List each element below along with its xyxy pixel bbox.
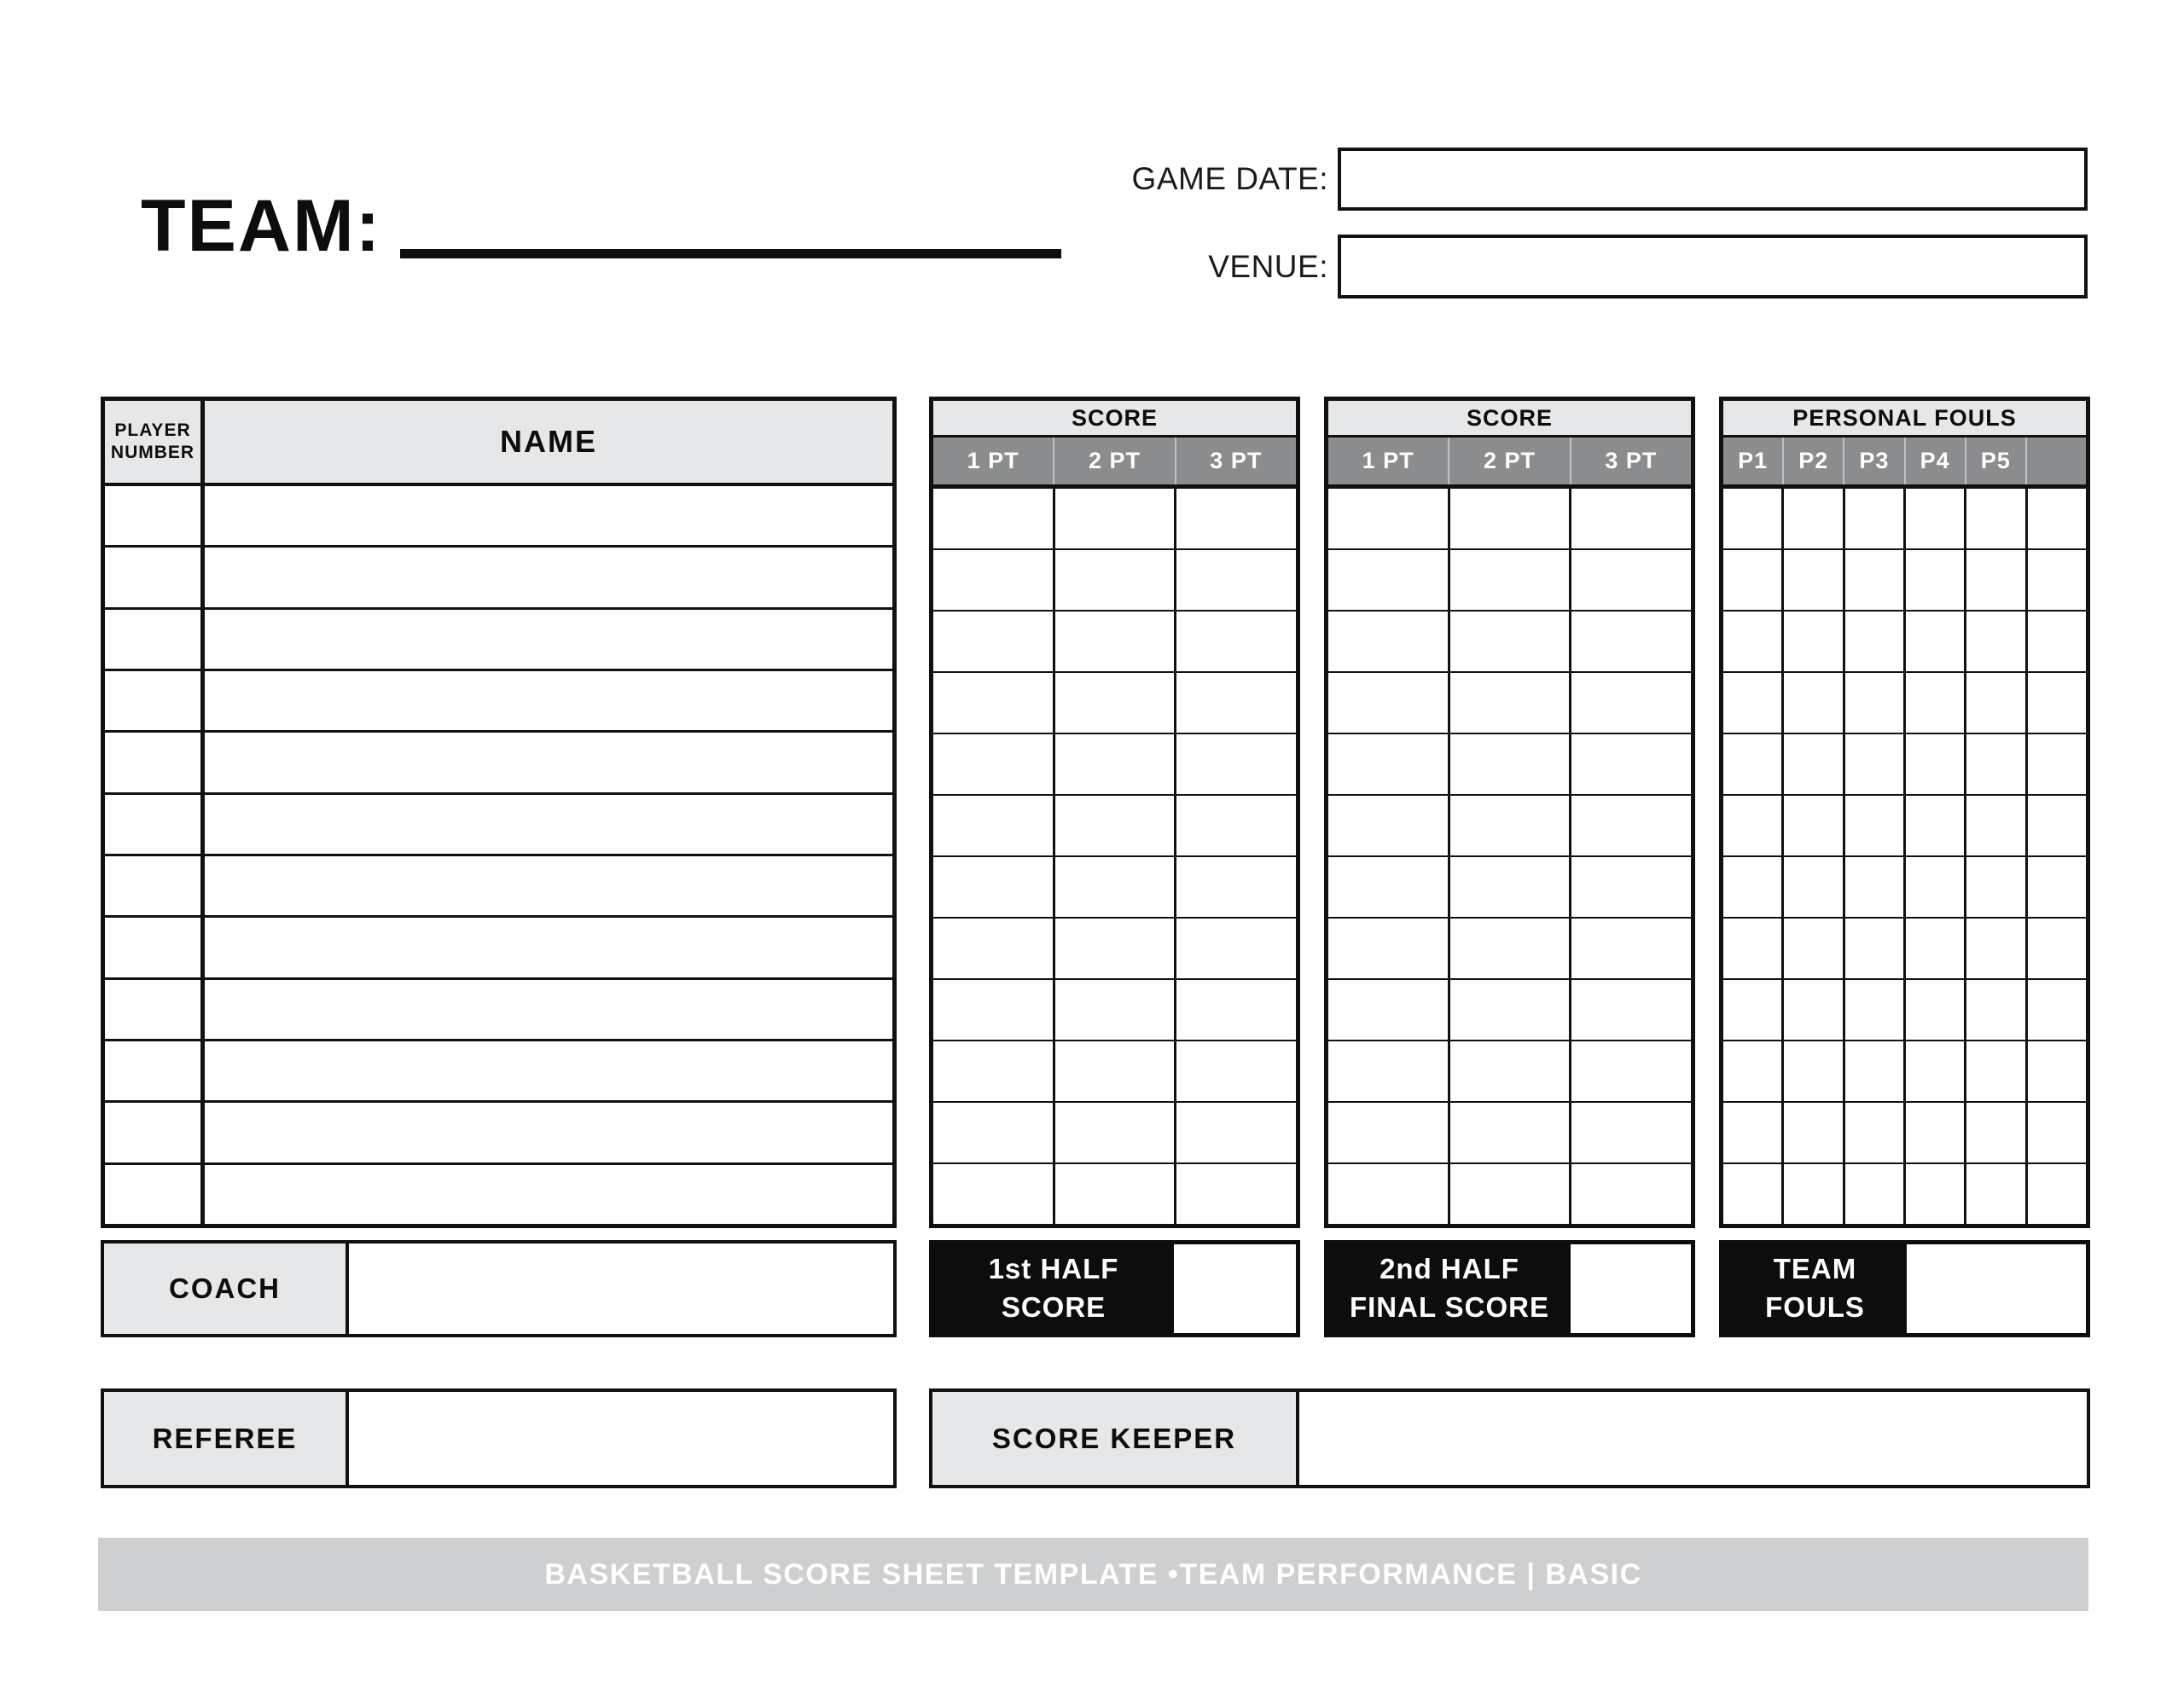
referee-input[interactable] — [349, 1392, 893, 1485]
foul-cell[interactable] — [1723, 673, 1784, 733]
player-name-cell[interactable] — [205, 610, 892, 669]
player-name-cell[interactable] — [205, 486, 892, 545]
foul-cell[interactable] — [1784, 1103, 1844, 1162]
foul-cell[interactable] — [1906, 550, 1966, 610]
first-half-score-input[interactable] — [1174, 1244, 1296, 1333]
score-cell[interactable] — [1450, 489, 1572, 548]
foul-cell[interactable] — [1723, 612, 1784, 671]
score-cell[interactable] — [1450, 980, 1572, 1040]
coach-label: COACH — [104, 1244, 349, 1334]
grid-row — [1723, 794, 2086, 855]
score-cell[interactable] — [933, 1103, 1055, 1162]
foul-cell[interactable] — [1845, 550, 1906, 610]
2-pt-column-header: 2 PT — [1054, 438, 1176, 484]
player-number-cell[interactable] — [105, 486, 205, 545]
score-cell[interactable] — [1328, 673, 1450, 733]
team-fouls-input[interactable] — [1907, 1244, 2086, 1333]
foul-cell[interactable] — [1906, 734, 1966, 794]
coach-input[interactable] — [349, 1244, 893, 1334]
score-cell[interactable] — [1055, 1103, 1177, 1162]
roster-row — [105, 1162, 892, 1224]
first-half-score-label: 1st HALF SCORE — [988, 1253, 1119, 1323]
grid-row — [933, 610, 1296, 671]
score-table-2 — [1324, 397, 1695, 1228]
score-table-2-subheader — [1328, 438, 1691, 489]
grid-row — [1723, 1101, 2086, 1162]
grid-row — [933, 1162, 1296, 1224]
foul-cell[interactable] — [1784, 919, 1844, 978]
player-name-cell[interactable] — [205, 980, 892, 1039]
grid-row — [1328, 671, 1691, 733]
score-cell[interactable] — [1176, 919, 1296, 978]
score-cell[interactable] — [1571, 612, 1691, 671]
grid-row — [1328, 489, 1691, 548]
p4-column-header: P4 — [1906, 438, 1966, 484]
grid-row — [933, 917, 1296, 978]
foul-cell[interactable] — [1723, 734, 1784, 794]
score-cell[interactable] — [933, 980, 1055, 1040]
team-heading — [141, 185, 1061, 267]
blank-column-header — [2027, 438, 2086, 484]
score-cell[interactable] — [1328, 734, 1450, 794]
score-table-1-title: SCORE — [933, 401, 1296, 438]
foul-cell[interactable] — [1906, 673, 1966, 733]
foul-cell[interactable] — [1966, 919, 2027, 978]
score-cell[interactable] — [1571, 980, 1691, 1040]
player-number-cell[interactable] — [105, 610, 205, 669]
3-pt-column-header: 3 PT — [1605, 448, 1658, 473]
foul-cell[interactable] — [2028, 673, 2086, 733]
foul-cell[interactable] — [1906, 1103, 1966, 1162]
foul-cell[interactable] — [2028, 550, 2086, 610]
player-name-cell[interactable] — [205, 548, 892, 606]
score-cell[interactable] — [933, 673, 1055, 733]
game-date-input[interactable] — [1338, 148, 2088, 211]
foul-cell[interactable] — [1784, 857, 1844, 917]
foul-cell[interactable] — [1845, 612, 1906, 671]
foul-cell[interactable] — [1784, 489, 1844, 548]
player-number-cell[interactable] — [105, 733, 205, 791]
score-cell[interactable] — [1328, 1103, 1450, 1162]
player-name-cell[interactable] — [205, 795, 892, 854]
foul-cell[interactable] — [1723, 550, 1784, 610]
score-cell[interactable] — [1328, 857, 1450, 917]
foul-cell[interactable] — [1784, 980, 1844, 1040]
foul-cell[interactable] — [1845, 1103, 1906, 1162]
score-cell[interactable] — [1450, 734, 1572, 794]
score-cell[interactable] — [1571, 1164, 1691, 1224]
score-cell[interactable] — [1176, 980, 1296, 1040]
score-cell[interactable] — [1328, 980, 1450, 1040]
player-name-cell[interactable] — [205, 733, 892, 791]
foul-cell[interactable] — [1906, 857, 1966, 917]
player-name-cell[interactable] — [205, 1165, 892, 1224]
foul-cell[interactable] — [2028, 1103, 2086, 1162]
score-cell[interactable] — [1450, 612, 1572, 671]
score-cell[interactable] — [1450, 1041, 1572, 1101]
foul-cell[interactable] — [1966, 734, 2027, 794]
score-cell[interactable] — [1328, 612, 1450, 671]
score-cell[interactable] — [1328, 550, 1450, 610]
grid-row — [933, 978, 1296, 1040]
grid-row — [1328, 1162, 1691, 1224]
foul-cell[interactable] — [1784, 550, 1844, 610]
foul-cell[interactable] — [1966, 980, 2027, 1040]
foul-cell[interactable] — [1966, 857, 2027, 917]
foul-cell[interactable] — [1845, 919, 1906, 978]
foul-cell[interactable] — [1966, 550, 2027, 610]
grid-row — [1723, 1040, 2086, 1101]
player-name-cell[interactable] — [205, 1041, 892, 1100]
player-number-cell[interactable] — [105, 1103, 205, 1162]
score-cell[interactable] — [1450, 1103, 1572, 1162]
score-keeper-block — [929, 1388, 2090, 1488]
grid-row — [933, 671, 1296, 733]
foul-cell[interactable] — [1906, 796, 1966, 855]
roster-row — [105, 730, 892, 791]
1-pt-column-header: 1 PT — [933, 438, 1054, 484]
grid-row — [1723, 489, 2086, 548]
foul-cell[interactable] — [1784, 1041, 1844, 1101]
score-cell[interactable] — [933, 796, 1055, 855]
referee-label: REFEREE — [104, 1392, 349, 1485]
footer-bar — [98, 1538, 2088, 1611]
foul-cell[interactable] — [1845, 673, 1906, 733]
score-cell[interactable] — [1055, 612, 1177, 671]
3-pt-column-header: 3 PT — [1210, 448, 1263, 473]
foul-cell[interactable] — [1723, 980, 1784, 1040]
foul-cell[interactable] — [1723, 919, 1784, 978]
roster-row — [105, 915, 892, 977]
p3-column-header: P3 — [1844, 438, 1905, 484]
referee-block — [101, 1388, 897, 1488]
grid-row — [1328, 733, 1691, 794]
first-half-score-block — [929, 1240, 1300, 1337]
foul-cell[interactable] — [1906, 980, 1966, 1040]
player-number-header: PLAYER NUMBER — [105, 401, 205, 483]
name-header: NAME — [500, 424, 597, 459]
foul-cell[interactable] — [1723, 1041, 1784, 1101]
foul-cell[interactable] — [1966, 489, 2027, 548]
score-table-1 — [929, 397, 1300, 1228]
score-cell[interactable] — [1176, 489, 1296, 548]
score-cell[interactable] — [1055, 857, 1177, 917]
score-cell[interactable] — [1571, 857, 1691, 917]
score-cell[interactable] — [1055, 489, 1177, 548]
foul-cell[interactable] — [1845, 796, 1906, 855]
foul-cell[interactable] — [2028, 489, 2086, 548]
roster-row — [105, 1100, 892, 1162]
player-number-cell[interactable] — [105, 1041, 205, 1100]
foul-cell[interactable] — [1723, 857, 1784, 917]
score-cell[interactable] — [1055, 734, 1177, 794]
roster-row — [105, 792, 892, 854]
2-pt-column-header: 2 PT — [1449, 438, 1571, 484]
foul-cell[interactable] — [1784, 1164, 1844, 1224]
score-table-1-subheader — [933, 438, 1296, 489]
player-name-cell[interactable] — [205, 671, 892, 730]
foul-cell[interactable] — [1966, 673, 2027, 733]
foul-cell[interactable] — [1906, 1164, 1966, 1224]
score-cell[interactable] — [1176, 673, 1296, 733]
grid-row — [933, 794, 1296, 855]
score-cell[interactable] — [933, 734, 1055, 794]
roster-header-row — [105, 401, 892, 486]
foul-cell[interactable] — [1723, 489, 1784, 548]
player-number-cell[interactable] — [105, 671, 205, 730]
roster-row — [105, 669, 892, 730]
roster-body — [105, 486, 892, 1224]
foul-cell[interactable] — [2028, 1041, 2086, 1101]
foul-cell[interactable] — [1784, 734, 1844, 794]
personal-fouls-body — [1723, 489, 2086, 1224]
player-name-cell[interactable] — [205, 1103, 892, 1162]
score-cell[interactable] — [1450, 550, 1572, 610]
roster-row — [105, 977, 892, 1039]
score-cell[interactable] — [1571, 550, 1691, 610]
grid-row — [1328, 794, 1691, 855]
roster-row — [105, 486, 892, 545]
roster-row — [105, 607, 892, 669]
1-pt-column-header: 1 PT — [1328, 438, 1449, 484]
grid-row — [933, 733, 1296, 794]
team-label: TEAM: — [141, 185, 382, 267]
player-name-cell[interactable] — [205, 918, 892, 977]
personal-fouls-table — [1719, 397, 2090, 1228]
foul-cell[interactable] — [2028, 980, 2086, 1040]
foul-cell[interactable] — [1966, 1103, 2027, 1162]
venue-label: VENUE: — [1208, 248, 1328, 284]
score-table-2-body — [1328, 489, 1691, 1224]
grid-row — [1723, 610, 2086, 671]
foul-cell[interactable] — [2028, 857, 2086, 917]
team-fouls-block — [1719, 1240, 2090, 1337]
score-cell[interactable] — [1571, 1103, 1691, 1162]
score-cell[interactable] — [1176, 796, 1296, 855]
grid-row — [1328, 917, 1691, 978]
grid-row — [1328, 1101, 1691, 1162]
foul-cell[interactable] — [1966, 612, 2027, 671]
player-name-cell[interactable] — [205, 856, 892, 915]
grid-row — [1328, 978, 1691, 1040]
score-cell[interactable] — [1328, 919, 1450, 978]
score-cell[interactable] — [933, 612, 1055, 671]
score-keeper-input[interactable] — [1299, 1392, 2087, 1485]
foul-cell[interactable] — [1784, 796, 1844, 855]
score-cell[interactable] — [1055, 673, 1177, 733]
team-fouls-label: TEAM FOULS — [1765, 1253, 1865, 1323]
foul-cell[interactable] — [1784, 612, 1844, 671]
score-cell[interactable] — [1176, 1164, 1296, 1224]
grid-row — [933, 1040, 1296, 1101]
second-half-final-score-block — [1324, 1240, 1695, 1337]
player-number-cell[interactable] — [105, 980, 205, 1039]
score-cell[interactable] — [1328, 489, 1450, 548]
score-cell[interactable] — [1176, 1041, 1296, 1101]
score-cell[interactable] — [1450, 857, 1572, 917]
foul-cell[interactable] — [1723, 796, 1784, 855]
score-cell[interactable] — [933, 919, 1055, 978]
foul-cell[interactable] — [1845, 1041, 1906, 1101]
foul-cell[interactable] — [1966, 796, 2027, 855]
score-cell[interactable] — [1176, 1103, 1296, 1162]
coach-block — [101, 1240, 897, 1337]
foul-cell[interactable] — [1906, 919, 1966, 978]
game-date-label: GAME DATE: — [1131, 161, 1328, 196]
roster-row — [105, 854, 892, 915]
grid-row — [1723, 1162, 2086, 1224]
second-half-final-score-label: 2nd HALF FINAL SCORE — [1349, 1253, 1550, 1323]
grid-row — [1723, 855, 2086, 917]
foul-cell[interactable] — [1845, 1164, 1906, 1224]
foul-cell[interactable] — [1723, 1103, 1784, 1162]
score-cell[interactable] — [1571, 734, 1691, 794]
roster-row — [105, 1039, 892, 1100]
score-cell[interactable] — [1055, 980, 1177, 1040]
footer-text: BASKETBALL SCORE SHEET TEMPLATE •TEAM PERFORMANCE | BASIC — [544, 1557, 1642, 1591]
roster-table — [101, 397, 897, 1228]
foul-cell[interactable] — [2028, 1164, 2086, 1224]
foul-cell[interactable] — [1723, 1164, 1784, 1224]
player-number-cell[interactable] — [105, 1165, 205, 1224]
foul-cell[interactable] — [2028, 796, 2086, 855]
score-table-2-title: SCORE — [1328, 401, 1691, 438]
foul-cell[interactable] — [1784, 673, 1844, 733]
grid-row — [1328, 1040, 1691, 1101]
score-cell[interactable] — [1450, 1164, 1572, 1224]
score-cell[interactable] — [1450, 919, 1572, 978]
p2-column-header: P2 — [1784, 438, 1844, 484]
player-number-cell[interactable] — [105, 918, 205, 977]
score-cell[interactable] — [933, 489, 1055, 548]
foul-cell[interactable] — [1906, 489, 1966, 548]
score-keeper-label: SCORE KEEPER — [932, 1392, 1299, 1485]
player-number-cell[interactable] — [105, 856, 205, 915]
grid-row — [933, 855, 1296, 917]
p5-column-header: P5 — [1966, 438, 2027, 484]
grid-row — [1723, 671, 2086, 733]
foul-cell[interactable] — [1845, 734, 1906, 794]
score-cell[interactable] — [1055, 1041, 1177, 1101]
personal-fouls-title: PERSONAL FOULS — [1723, 401, 2086, 438]
score-cell[interactable] — [1328, 1041, 1450, 1101]
grid-row — [1723, 917, 2086, 978]
grid-row — [1328, 855, 1691, 917]
foul-cell[interactable] — [1845, 489, 1906, 548]
foul-cell[interactable] — [2028, 612, 2086, 671]
foul-cell[interactable] — [2028, 919, 2086, 978]
foul-cell[interactable] — [1906, 1041, 1966, 1101]
score-cell[interactable] — [1176, 734, 1296, 794]
foul-cell[interactable] — [2028, 734, 2086, 794]
second-half-final-score-input[interactable] — [1571, 1244, 1691, 1333]
player-number-cell[interactable] — [105, 548, 205, 606]
score-cell[interactable] — [1176, 857, 1296, 917]
grid-row — [1723, 733, 2086, 794]
grid-row — [1723, 978, 2086, 1040]
score-cell[interactable] — [933, 550, 1055, 610]
grid-row — [1723, 548, 2086, 610]
venue-input[interactable] — [1338, 235, 2088, 299]
score-cell[interactable] — [1176, 612, 1296, 671]
personal-fouls-subheader — [1723, 438, 2086, 489]
foul-cell[interactable] — [1845, 857, 1906, 917]
score-cell[interactable] — [1328, 796, 1450, 855]
score-cell[interactable] — [1571, 796, 1691, 855]
p1-column-header: P1 — [1723, 438, 1784, 484]
score-cell[interactable] — [1571, 919, 1691, 978]
roster-row — [105, 545, 892, 606]
score-cell[interactable] — [1571, 489, 1691, 548]
score-cell[interactable] — [1571, 1041, 1691, 1101]
score-cell[interactable] — [1176, 550, 1296, 610]
foul-cell[interactable] — [1845, 980, 1906, 1040]
grid-row — [933, 548, 1296, 610]
grid-row — [1328, 548, 1691, 610]
score-cell[interactable] — [1571, 673, 1691, 733]
grid-row — [933, 1101, 1296, 1162]
score-cell[interactable] — [933, 1164, 1055, 1224]
score-table-1-body — [933, 489, 1296, 1224]
score-cell[interactable] — [1055, 919, 1177, 978]
grid-row — [933, 489, 1296, 548]
score-cell[interactable] — [1450, 796, 1572, 855]
player-number-cell[interactable] — [105, 795, 205, 854]
score-cell[interactable] — [1450, 673, 1572, 733]
foul-cell[interactable] — [1906, 612, 1966, 671]
score-cell[interactable] — [933, 857, 1055, 917]
score-cell[interactable] — [1055, 1164, 1177, 1224]
foul-cell[interactable] — [1966, 1164, 2027, 1224]
grid-row — [1328, 610, 1691, 671]
score-cell[interactable] — [1055, 550, 1177, 610]
score-cell[interactable] — [933, 1041, 1055, 1101]
score-cell[interactable] — [1055, 796, 1177, 855]
foul-cell[interactable] — [1966, 1041, 2027, 1101]
score-cell[interactable] — [1328, 1164, 1450, 1224]
